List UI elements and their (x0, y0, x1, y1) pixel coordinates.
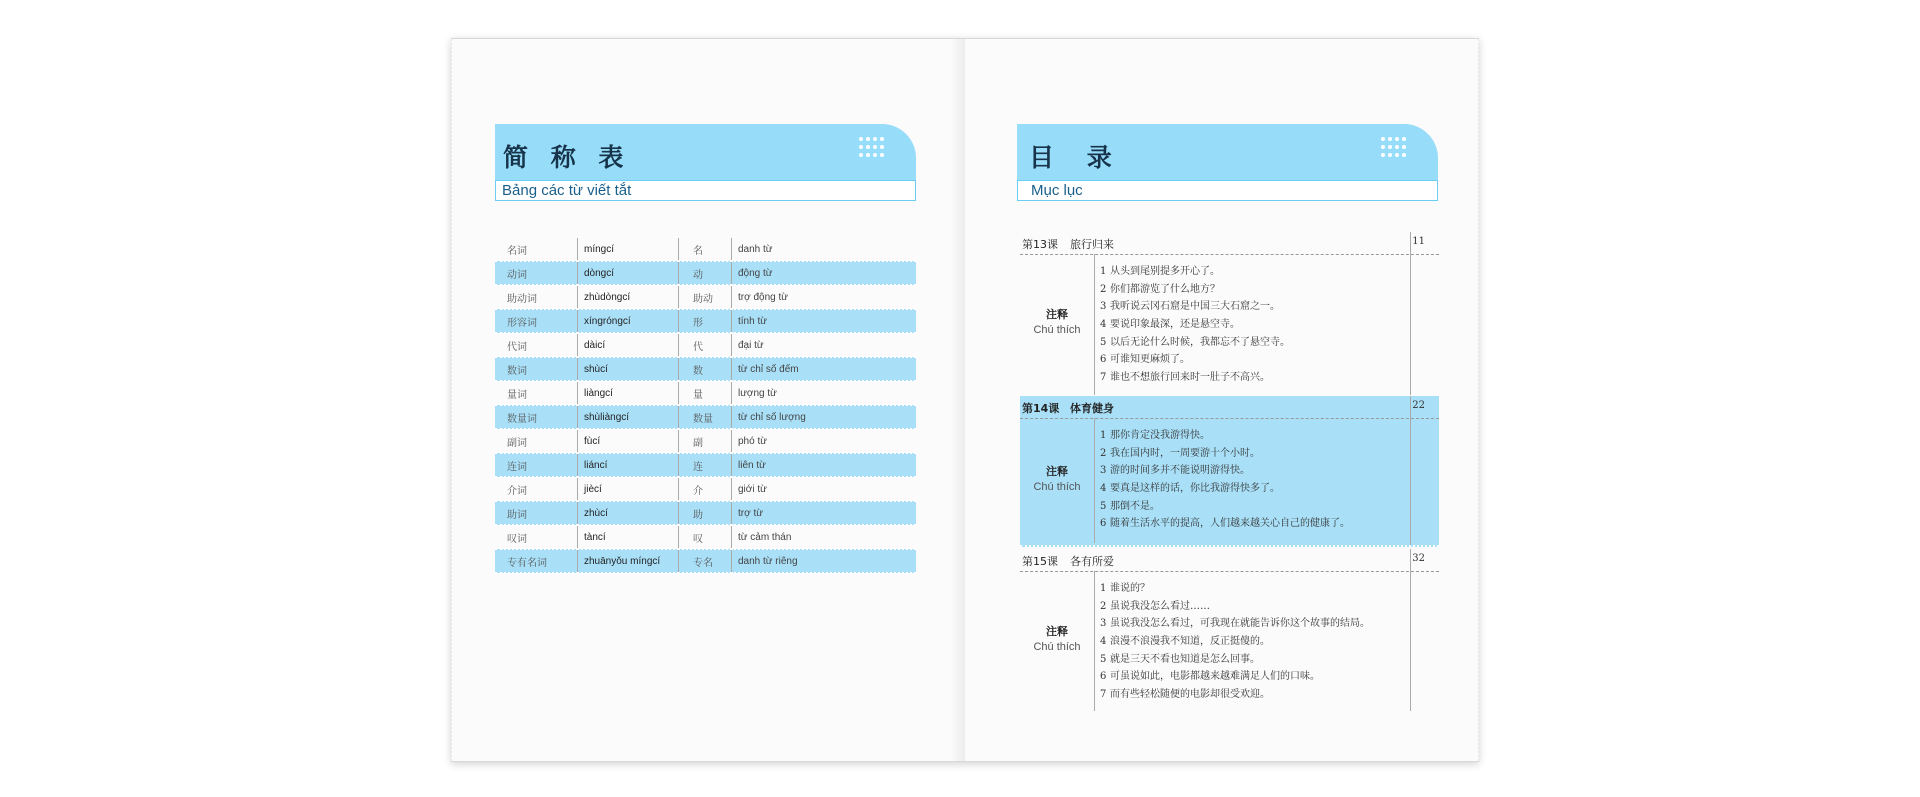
vietnamese-meaning-cell: động từ (732, 261, 917, 285)
note-text: 我在国内时，一周要游十个小时。 (1110, 447, 1260, 459)
abbreviation-cell: 数 (679, 357, 732, 381)
note-number: 3 (1100, 301, 1107, 313)
vietnamese-meaning-cell: trợ từ (732, 501, 917, 525)
note-number: 4 (1100, 319, 1107, 331)
table-row (495, 501, 916, 525)
list-item (1100, 350, 1400, 368)
note-number: 7 (1100, 372, 1107, 384)
vietnamese-meaning-cell: từ chỉ số đếm (732, 357, 917, 381)
list-item (1100, 426, 1400, 444)
note-text: 随着生活水平的提高，人们越来越关心自己的健康了。 (1110, 518, 1350, 530)
list-item (1100, 461, 1400, 479)
vietnamese-meaning-cell: liên từ (732, 453, 917, 477)
lesson-name: 各有所爱 (1070, 555, 1114, 568)
note-number: 4 (1100, 483, 1107, 495)
page-subtitle: Bảng các từ viết tắt (502, 182, 632, 199)
pinyin-cell: dòngcí (578, 261, 679, 285)
note-number: 2 (1100, 600, 1107, 612)
lesson-page-number: 11 (1412, 236, 1425, 247)
note-number: 3 (1100, 618, 1107, 630)
list-item (1100, 262, 1400, 280)
vietnamese-meaning-cell: danh từ riêng (732, 549, 917, 573)
vietnamese-meaning-cell: phó từ (732, 429, 917, 453)
note-text: 而有些轻松随便的电影却很受欢迎。 (1110, 689, 1270, 701)
chinese-term-cell: 数量词 (495, 405, 578, 429)
list-item (1100, 368, 1400, 386)
note-text: 那倒不是。 (1110, 500, 1160, 512)
abbreviation-cell: 助 (679, 501, 732, 525)
abbreviation-cell: 量 (679, 381, 732, 405)
chinese-term-cell: 叹词 (507, 533, 527, 545)
list-item (1100, 514, 1400, 532)
list-item (1100, 333, 1400, 351)
lesson-header (1020, 232, 1439, 255)
note-number: 6 (1100, 518, 1107, 530)
pinyin-cell: fùcí (578, 429, 679, 453)
lesson-page-number: 32 (1412, 553, 1425, 564)
note-number: 4 (1100, 636, 1107, 648)
chinese-term-cell: 数词 (495, 357, 578, 381)
note-list (1100, 262, 1400, 386)
list-item (1100, 667, 1400, 685)
vietnamese-meaning-cell: từ chỉ số lượng (732, 405, 917, 429)
book-spread (451, 38, 1479, 762)
note-number: 5 (1100, 500, 1107, 512)
vietnamese-meaning-cell: trợ động từ (732, 285, 917, 309)
chinese-term-cell: 形容词 (495, 309, 578, 333)
pinyin-cell: míngcí (578, 238, 679, 261)
vietnamese-meaning-cell: giới từ (732, 477, 917, 501)
pinyin-cell: shùliàngcí (578, 405, 679, 429)
note-text: 虽说我没怎么看过…… (1110, 600, 1210, 612)
page-column-divider (1410, 232, 1411, 395)
vietnamese-meaning-cell: tính từ (732, 309, 917, 333)
list-item (1100, 685, 1400, 703)
note-list (1100, 579, 1400, 703)
abbreviation-cell: 副 (679, 429, 732, 453)
note-title: 注释 (1046, 625, 1068, 638)
vietnamese-meaning-cell: lượng từ (732, 381, 917, 405)
table-row (495, 429, 916, 453)
note-subtitle: Chú thích (1033, 324, 1081, 336)
note-text: 你们都游览了什么地方？ (1110, 283, 1220, 295)
note-number: 2 (1100, 447, 1107, 459)
note-text: 可虽说如此，电影都越来越难满足人们的口味。 (1110, 671, 1320, 683)
list-item (1100, 297, 1400, 315)
chinese-term-cell: 名词 (507, 245, 527, 257)
note-subtitle: Chú thích (1033, 481, 1081, 493)
right-page (965, 39, 1478, 761)
table-row (495, 238, 916, 261)
note-text: 从头到尾别提多开心了。 (1110, 266, 1220, 277)
list-item (1100, 632, 1400, 650)
note-title: 注释 (1046, 308, 1068, 321)
abbreviation-cell: 数量 (679, 405, 732, 429)
note-text: 谁也不想旅行回来时一肚子不高兴。 (1110, 372, 1270, 384)
note-text: 可谁知更麻烦了。 (1110, 354, 1190, 366)
note-text: 虽说我没怎么看过，可我现在就能告诉你这个故事的结局。 (1110, 618, 1370, 630)
pinyin-cell: liáncí (578, 453, 679, 477)
note-number: 5 (1100, 653, 1107, 665)
lesson-name: 体育健身 (1070, 402, 1114, 415)
vietnamese-meaning-cell: từ cảm thán (732, 525, 917, 549)
note-text: 谁说的？ (1110, 583, 1150, 594)
vietnamese-meaning-cell: đại từ (732, 333, 917, 357)
page-subtitle: Mục lục (1031, 182, 1083, 199)
list-item (1100, 614, 1400, 632)
list-item (1100, 444, 1400, 462)
abbreviation-cell: 动 (679, 261, 732, 285)
note-number: 1 (1100, 583, 1107, 594)
page-column-divider (1410, 396, 1411, 545)
note-list (1100, 426, 1400, 532)
lesson-14-entry[interactable] (1020, 396, 1439, 545)
abbreviation-cell: 叹 (679, 525, 732, 549)
table-row (495, 309, 916, 333)
note-text: 浪漫不浪漫我不知道，反正挺傻的。 (1110, 636, 1270, 648)
dot-grid-icon (858, 136, 888, 158)
abbreviation-cell: 形 (679, 309, 732, 333)
left-page (452, 39, 965, 761)
note-subtitle: Chú thích (1033, 641, 1081, 653)
table-row (495, 357, 916, 381)
chinese-term-cell: 动词 (495, 261, 578, 285)
abbreviation-cell: 名 (679, 238, 732, 261)
pinyin-cell: zhùcí (578, 501, 679, 525)
table-row (495, 381, 916, 405)
list-item (1100, 497, 1400, 515)
note-text: 以后无论什么时候，我都忘不了悬空寺。 (1110, 336, 1290, 348)
pinyin-cell: zhuānyǒu míngcí (578, 549, 679, 573)
contents-header (1017, 124, 1438, 202)
list-item (1100, 479, 1400, 497)
lesson-page-number: 22 (1412, 400, 1425, 411)
chinese-term-cell: 量词 (507, 389, 527, 401)
list-item (1100, 315, 1400, 333)
pinyin-cell: dàicí (578, 333, 679, 357)
lesson-header (1020, 396, 1439, 419)
chinese-term-cell: 代词 (507, 341, 527, 353)
pinyin-cell: xíngróngcí (578, 309, 679, 333)
list-item (1100, 597, 1400, 615)
note-number: 5 (1100, 336, 1107, 348)
abbreviation-header (495, 124, 916, 202)
note-number: 3 (1100, 465, 1107, 477)
table-row (495, 285, 916, 309)
lesson-13-entry[interactable] (1020, 232, 1439, 395)
table-row (495, 549, 916, 573)
pinyin-cell: tàncí (578, 525, 679, 549)
pinyin-cell: jiècí (578, 477, 679, 501)
note-text: 我听说云冈石窟是中国三大石窟之一。 (1110, 301, 1280, 313)
page-title: 目 录 (1029, 143, 1124, 172)
lesson-name: 旅行归来 (1070, 238, 1114, 251)
lesson-number: 第14课 (1022, 402, 1060, 415)
abbreviation-cell: 介 (679, 477, 732, 501)
list-item (1100, 650, 1400, 668)
pinyin-cell: liàngcí (578, 381, 679, 405)
note-text: 要说印象最深，还是悬空寺。 (1110, 319, 1240, 331)
lesson-header (1020, 549, 1439, 572)
abbreviation-cell: 连 (679, 453, 732, 477)
chinese-term-cell: 助动词 (507, 293, 537, 305)
pinyin-cell: shùcí (578, 357, 679, 381)
abbreviation-cell: 代 (679, 333, 732, 357)
lesson-number: 第13课 (1022, 238, 1058, 251)
abbreviation-table (495, 238, 916, 574)
dot-grid-icon (1380, 136, 1410, 158)
lesson-number: 第15课 (1022, 555, 1058, 568)
note-label-column (1020, 254, 1095, 395)
note-number: 2 (1100, 283, 1107, 295)
table-row (495, 453, 916, 477)
note-number: 6 (1100, 354, 1107, 366)
note-label-column (1020, 571, 1095, 711)
vietnamese-meaning-cell: danh từ (732, 238, 917, 261)
note-text: 要真是这样的话，你比我游得快多了。 (1110, 483, 1280, 495)
note-title: 注释 (1046, 465, 1068, 478)
note-number: 6 (1100, 671, 1107, 683)
chinese-term-cell: 介词 (507, 485, 527, 497)
note-label-column (1020, 418, 1095, 543)
page-column-divider (1410, 549, 1411, 711)
table-row (495, 405, 916, 429)
note-number: 1 (1100, 266, 1107, 277)
note-text: 就是三天不看也知道是怎么回事。 (1110, 653, 1260, 665)
table-row (495, 261, 916, 285)
note-number: 7 (1100, 689, 1107, 701)
abbreviation-cell: 专名 (679, 549, 732, 573)
note-text: 游的时间多并不能说明游得快。 (1110, 465, 1250, 477)
table-row (495, 525, 916, 549)
list-item (1100, 280, 1400, 298)
note-number: 1 (1100, 430, 1107, 441)
abbreviation-cell: 助动 (679, 285, 732, 309)
pinyin-cell: zhùdòngcí (578, 285, 679, 309)
chinese-term-cell: 副词 (507, 437, 527, 449)
chinese-term-cell: 助词 (495, 501, 578, 525)
page-title: 简 称 表 (503, 143, 631, 172)
chinese-term-cell: 专有名词 (495, 549, 578, 573)
chinese-term-cell: 连词 (495, 453, 578, 477)
table-row (495, 477, 916, 501)
table-row (495, 333, 916, 357)
note-text: 那你肯定没我游得快。 (1110, 430, 1210, 441)
lesson-15-entry[interactable] (1020, 549, 1439, 719)
list-item (1100, 579, 1400, 597)
